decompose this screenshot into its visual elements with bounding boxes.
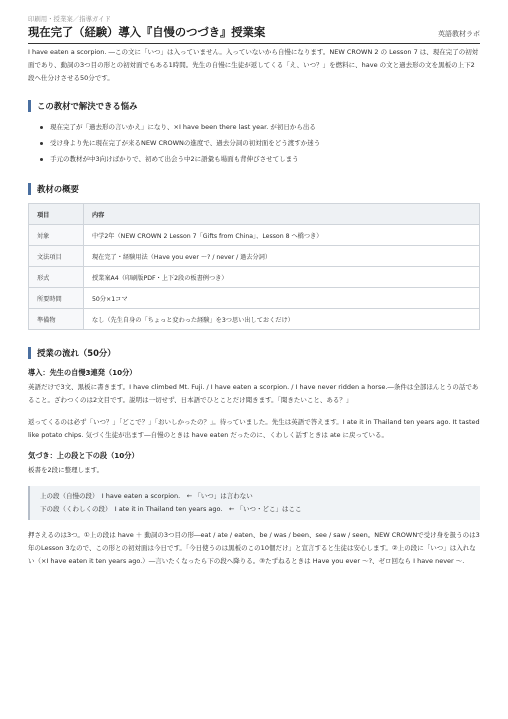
table-cell-value: 中学2年（NEW CROWN 2 Lesson 7「Gifts from China」、Lesson 8 へ橋つき） (84, 225, 480, 246)
list-item: 受け身より先に現在完了が来るNEW CROWNの進度で、過去分詞の初対面をどう渡すか迷う (40, 135, 480, 151)
table-header-content: 内容 (84, 204, 480, 225)
board-line-upper: 上の段（自慢の段） I have eaten a scorpion. ← 「いつ」は言わない (40, 492, 253, 500)
list-item: 現在完了が「過去形の言いかえ」になり、×I have been there last year. が初日から出る (40, 119, 480, 135)
header (28, 24, 480, 40)
intro-paragraph: I have eaten a scorpion. ―この文に「いつ」は入っていません。入っていないから自慢になります。NEW CROWN 2 の Lesson 7 は、現在完了の初対面であり、動詞の3つ目の形との初対面でもある1時間。先生の自慢に生徒が返してくる「え、いつ？」を燃料に、have の文と過去形の文を黒板の上下2段へ仕分けさせる50分です。 (28, 48, 479, 82)
table-cell-value: 50分×1コマ (84, 288, 480, 309)
section-heading-overview: 教材の概要 (28, 183, 480, 195)
breadcrumb: 印刷用・授業案／指導ガイド (28, 15, 111, 23)
table-header-item: 項目 (29, 204, 84, 225)
table-row (29, 225, 480, 246)
table-cell-key: 文法項目 (29, 246, 84, 267)
section-heading-flow: 授業の流れ（50分） (28, 347, 480, 359)
table-cell-key: 形式 (29, 267, 84, 288)
table-cell-key: 準備物 (29, 309, 84, 330)
table-row (29, 288, 480, 309)
table-cell-key: 所要時間 (29, 288, 84, 309)
board-line-lower: 下の段（くわしくの段） I ate it in Thailand ten years ago. ← 「いつ・どこ」はここ (40, 505, 302, 513)
section-heading-problems: この教材で解決できる悩み (28, 100, 480, 112)
flow-paragraph: 板書を2段に整理します。 (28, 466, 104, 474)
page-title: 現在完了（経験）導入『自慢のつづき』授業案 (28, 25, 266, 39)
brand-name: 英語教材ラボ (438, 30, 480, 38)
subheading-notice: 気づき：上の段と下の段（10分） (28, 451, 139, 460)
overview-table (28, 203, 480, 330)
table-cell-value: 授業案A4（印刷版PDF・上下2段の板書例つき） (84, 267, 480, 288)
table-cell-value: なし（先生自身の「ちょっと変わった経験」を3つ思い出しておくだけ） (84, 309, 480, 330)
subheading-intro: 導入：先生の自慢3連発（10分） (28, 368, 137, 377)
table-cell-value: 現在完了・経験用法（Have you ever ～? / never / 過去分詞） (84, 246, 480, 267)
flow-paragraph: 英語だけで3文、黒板に書きます。I have climbed Mt. Fuji. / I have eaten a scorpion. / I have never ridden a horse.―条件は全部ほんとうの話であること。ざわつくのは2文目です。説明は一切せず、日本語でひとことだけ聞きます。「聞きたいこと、ある？」 (28, 383, 479, 404)
title-rule (28, 43, 480, 44)
problem-list (40, 119, 480, 167)
flow-paragraph: 押さえるのは3つ。①上の段は have ＋ 動詞の3つ目の形―eat / ate / eaten、be / was / been、see / saw / seen。NEW CROWNで受け身を扱うのは3年のLesson 3なので、この形との初対面は今日です。「今日使うのは黒板のこの10個だけ」と宣言すると生徒は安心します。②上の段に「いつ」は入れない（×I have eaten it ten years ago.）―言いたくなったら下の段へ降りる。③たずねるときは Have you ever ～?、ゼロ回なら I have never ～. (28, 531, 480, 565)
flow-paragraph: 返ってくるのは必ず「いつ？」「どこで？」「おいしかったの？」。待っていました。先生は英語で答えます。I ate it in Thailand ten years ago. It tasted like potato chips. 気づく生徒が出ます―自慢のときは have eaten だったのに、くわしく話すときは ate に戻っている。 (28, 418, 480, 439)
table-header-row (29, 204, 480, 225)
table-row (29, 267, 480, 288)
table-cell-key: 対象 (29, 225, 84, 246)
table-row (29, 309, 480, 330)
table-row (29, 246, 480, 267)
blackboard-example (28, 486, 480, 520)
list-item: 手元の教材が中3向けばかりで、初めて出会う中2に語彙も場面も背伸びさせてしまう (40, 151, 480, 167)
